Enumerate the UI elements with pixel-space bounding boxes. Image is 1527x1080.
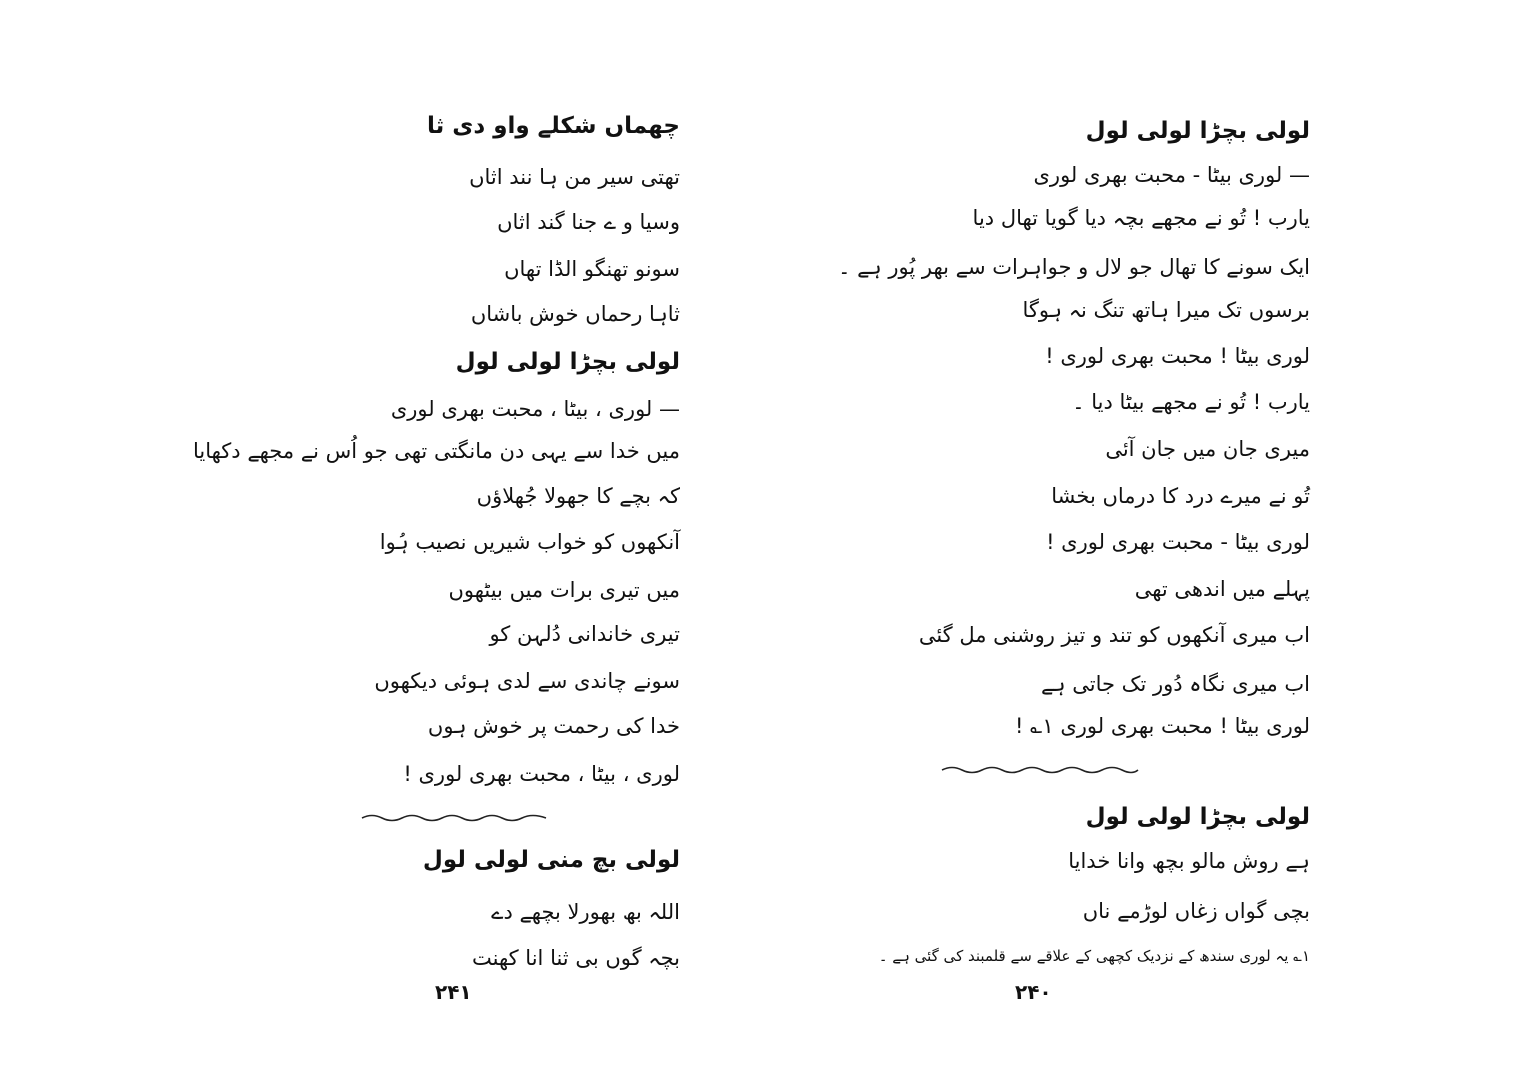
verse-line: چھماں شکلے واو دی ثا — [427, 113, 680, 139]
verse-line: ہے روش مالو بچھ وانا خدایا — [1068, 849, 1310, 873]
verse-line: میں تیری برات میں بیٹھوں — [448, 578, 680, 602]
verse-line: وسیا و ے جنا گند اثاں — [497, 210, 680, 234]
verse-line: یارب ! تُو نے مجھے بچہ دیا گویا تھال دیا — [972, 206, 1310, 230]
verse-line: تُو نے میرے درد کا درماں بخشا — [1051, 484, 1310, 508]
verse-line: ایک سونے کا تھال جو لال و جواہرات سے بھر پُور ہے ۔ — [838, 255, 1310, 279]
verse-line: اب میری آنکھوں کو تند و تیز روشنی مل گئی — [918, 623, 1310, 647]
verse-line: یارب ! تُو نے مجھے بیٹا دیا ۔ — [1072, 390, 1310, 414]
verse-line: ثاہا رحماں خوش باشاں — [470, 302, 680, 326]
verse-line: خدا کی رحمت پر خوش ہوں — [427, 714, 680, 738]
section-heading: لولی بچڑا لولی لول — [1085, 804, 1310, 830]
verse-line: میں خدا سے یہی دن مانگتی تھی جو اُس نے مجھے دکھایا — [192, 439, 680, 463]
verse-line: بچی گواں زغاں لوڑمے ناں — [1082, 899, 1310, 923]
refrain-line: لوری بیٹا ! محبت بھری لوری ۱؎ ! — [1014, 714, 1310, 738]
refrain-line: — لوری ، بیٹا ، محبت بھری لوری — [390, 397, 680, 421]
verse-line: تھتی سیر من ہا نند اثاں — [469, 165, 680, 189]
refrain-line: لوری ، بیٹا ، محبت بھری لوری ! — [403, 762, 680, 786]
refrain-line: لوری بیٹا - محبت بھری لوری ! — [1046, 530, 1310, 554]
verse-line: تیری خاندانی دُلہن کو — [489, 622, 680, 646]
section-heading: لولی بچڑا لولی لول — [455, 349, 680, 375]
verse-line: کہ بچے کا جھولا جُھلاؤں — [476, 484, 680, 508]
refrain-line: لوری بیٹا ! محبت بھری لوری ! — [1045, 344, 1310, 368]
verse-line: بچہ گوں بی ثنا انا کھنت — [472, 946, 680, 970]
verse-line: اللہ بھ بھورلا بچھے دے — [491, 900, 680, 924]
verse-line: سونے چاندی سے لدی ہوئی دیکھوں — [374, 669, 680, 693]
page-number: ۲۴۰ — [1015, 980, 1052, 1004]
section-heading: لولی بچڑا لولی لول — [1085, 118, 1310, 144]
verse-line: پہلے میں اندھی تھی — [1134, 577, 1310, 601]
verse-line: اب میری نگاہ دُور تک جاتی ہے — [1040, 672, 1310, 696]
wavy-divider — [940, 762, 1140, 778]
right-page — [838, 0, 1310, 1080]
refrain-line: — لوری بیٹا - محبت بھری لوری — [1033, 163, 1310, 187]
page-number: ۲۴۱ — [435, 980, 472, 1004]
verse-line: میری جان میں جان آئی — [1105, 437, 1310, 461]
verse-line: آنکھوں کو خواب شیریں نصیب ہُوا — [379, 530, 680, 554]
wavy-divider — [360, 810, 550, 826]
left-page — [192, 0, 680, 1080]
section-heading: لولی بچ منی لولی لول — [422, 847, 680, 873]
footnote: ۱؎ یہ لوری سندھ کے نزدیک کچھی کے علاقے سے قلمبند کی گئی ہے ۔ — [878, 947, 1310, 965]
verse-line: سونو تھنگو الڈا تھاں — [504, 257, 680, 281]
verse-line: برسوں تک میرا ہاتھ تنگ نہ ہوگا — [1022, 298, 1310, 322]
